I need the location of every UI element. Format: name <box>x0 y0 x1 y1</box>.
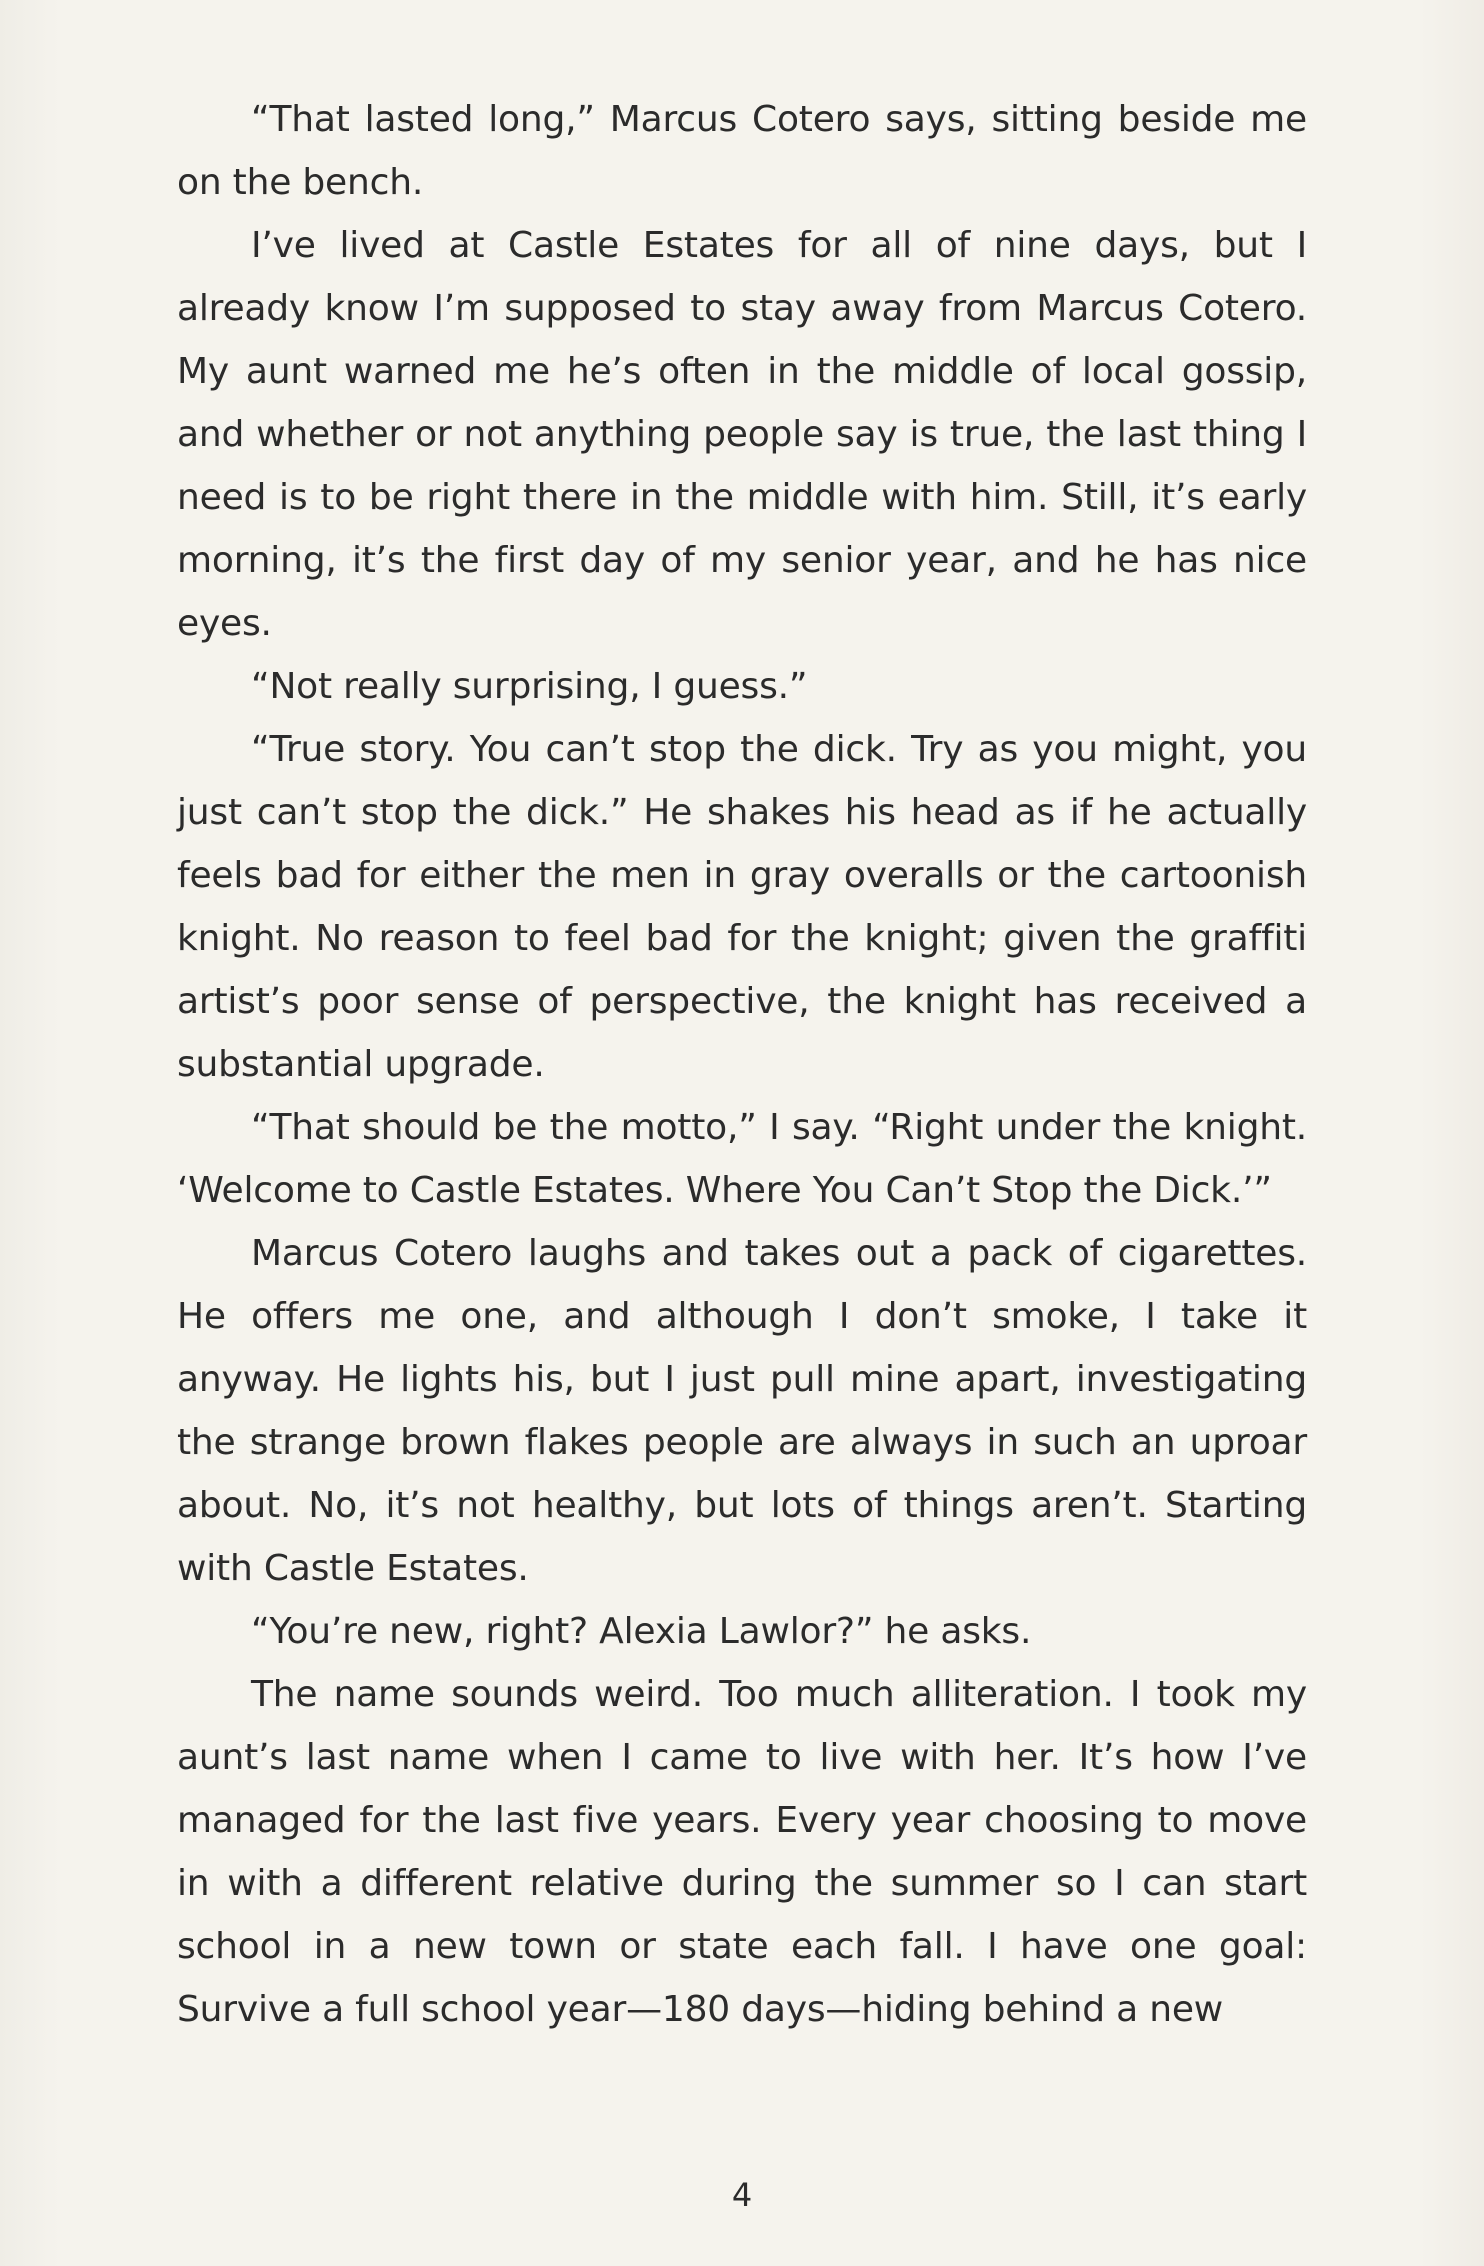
paragraph: “Not really surprising, I guess.” <box>251 666 808 707</box>
paragraph: “That lasted long,” Marcus Cotero says, sitting beside me on the bench. <box>177 99 1307 203</box>
paragraph: “True story. You can’t stop the dick. Try as you might, you just can’t stop the dick.” He shakes his head as if he actually feels bad for either the men in gray overalls or the cartoonish knight. No reason to feel bad for the knight; given the graffiti artist’s poor sense of perspective, the knight has received a substantial upgrade. <box>177 729 1307 1085</box>
page-number: 4 <box>731 2176 753 2214</box>
body-text <box>177 88 1307 2041</box>
paragraph: “You’re new, right? Alexia Lawlor?” he asks. <box>251 1611 1032 1652</box>
paragraph: I’ve lived at Castle Estates for all of nine days, but I already know I’m supposed to stay away from Marcus Cotero. My aunt warned me he’s often in the middle of local gossip, and whether or not anything people say is true, the last thing I need is to be right there in the middle with him. Still, it’s early morning, it’s the first day of my senior year, and he has nice eyes. <box>177 225 1307 644</box>
paragraph: “That should be the motto,” I say. “Right under the knight. ‘Welcome to Castle Estates. Where You Can’t Stop the Dick.’” <box>177 1107 1307 1211</box>
paragraph: Marcus Cotero laughs and takes out a pack of cigarettes. He offers me one, and although I don’t smoke, I take it anyway. He lights his, but I just pull mine apart, investigating the strange brown flakes people are always in such an uproar about. No, it’s not healthy, but lots of things aren’t. Starting with Castle Estates. <box>177 1233 1307 1589</box>
paragraph: The name sounds weird. Too much alliteration. I took my aunt’s last name when I came to live with her. It’s how I’ve managed for the last five years. Every year choosing to move in with a different relative during the summer so I can start school in a new town or state each fall. I have one goal: Survive a full school year—180 days—hiding behind a new <box>177 1674 1307 2030</box>
